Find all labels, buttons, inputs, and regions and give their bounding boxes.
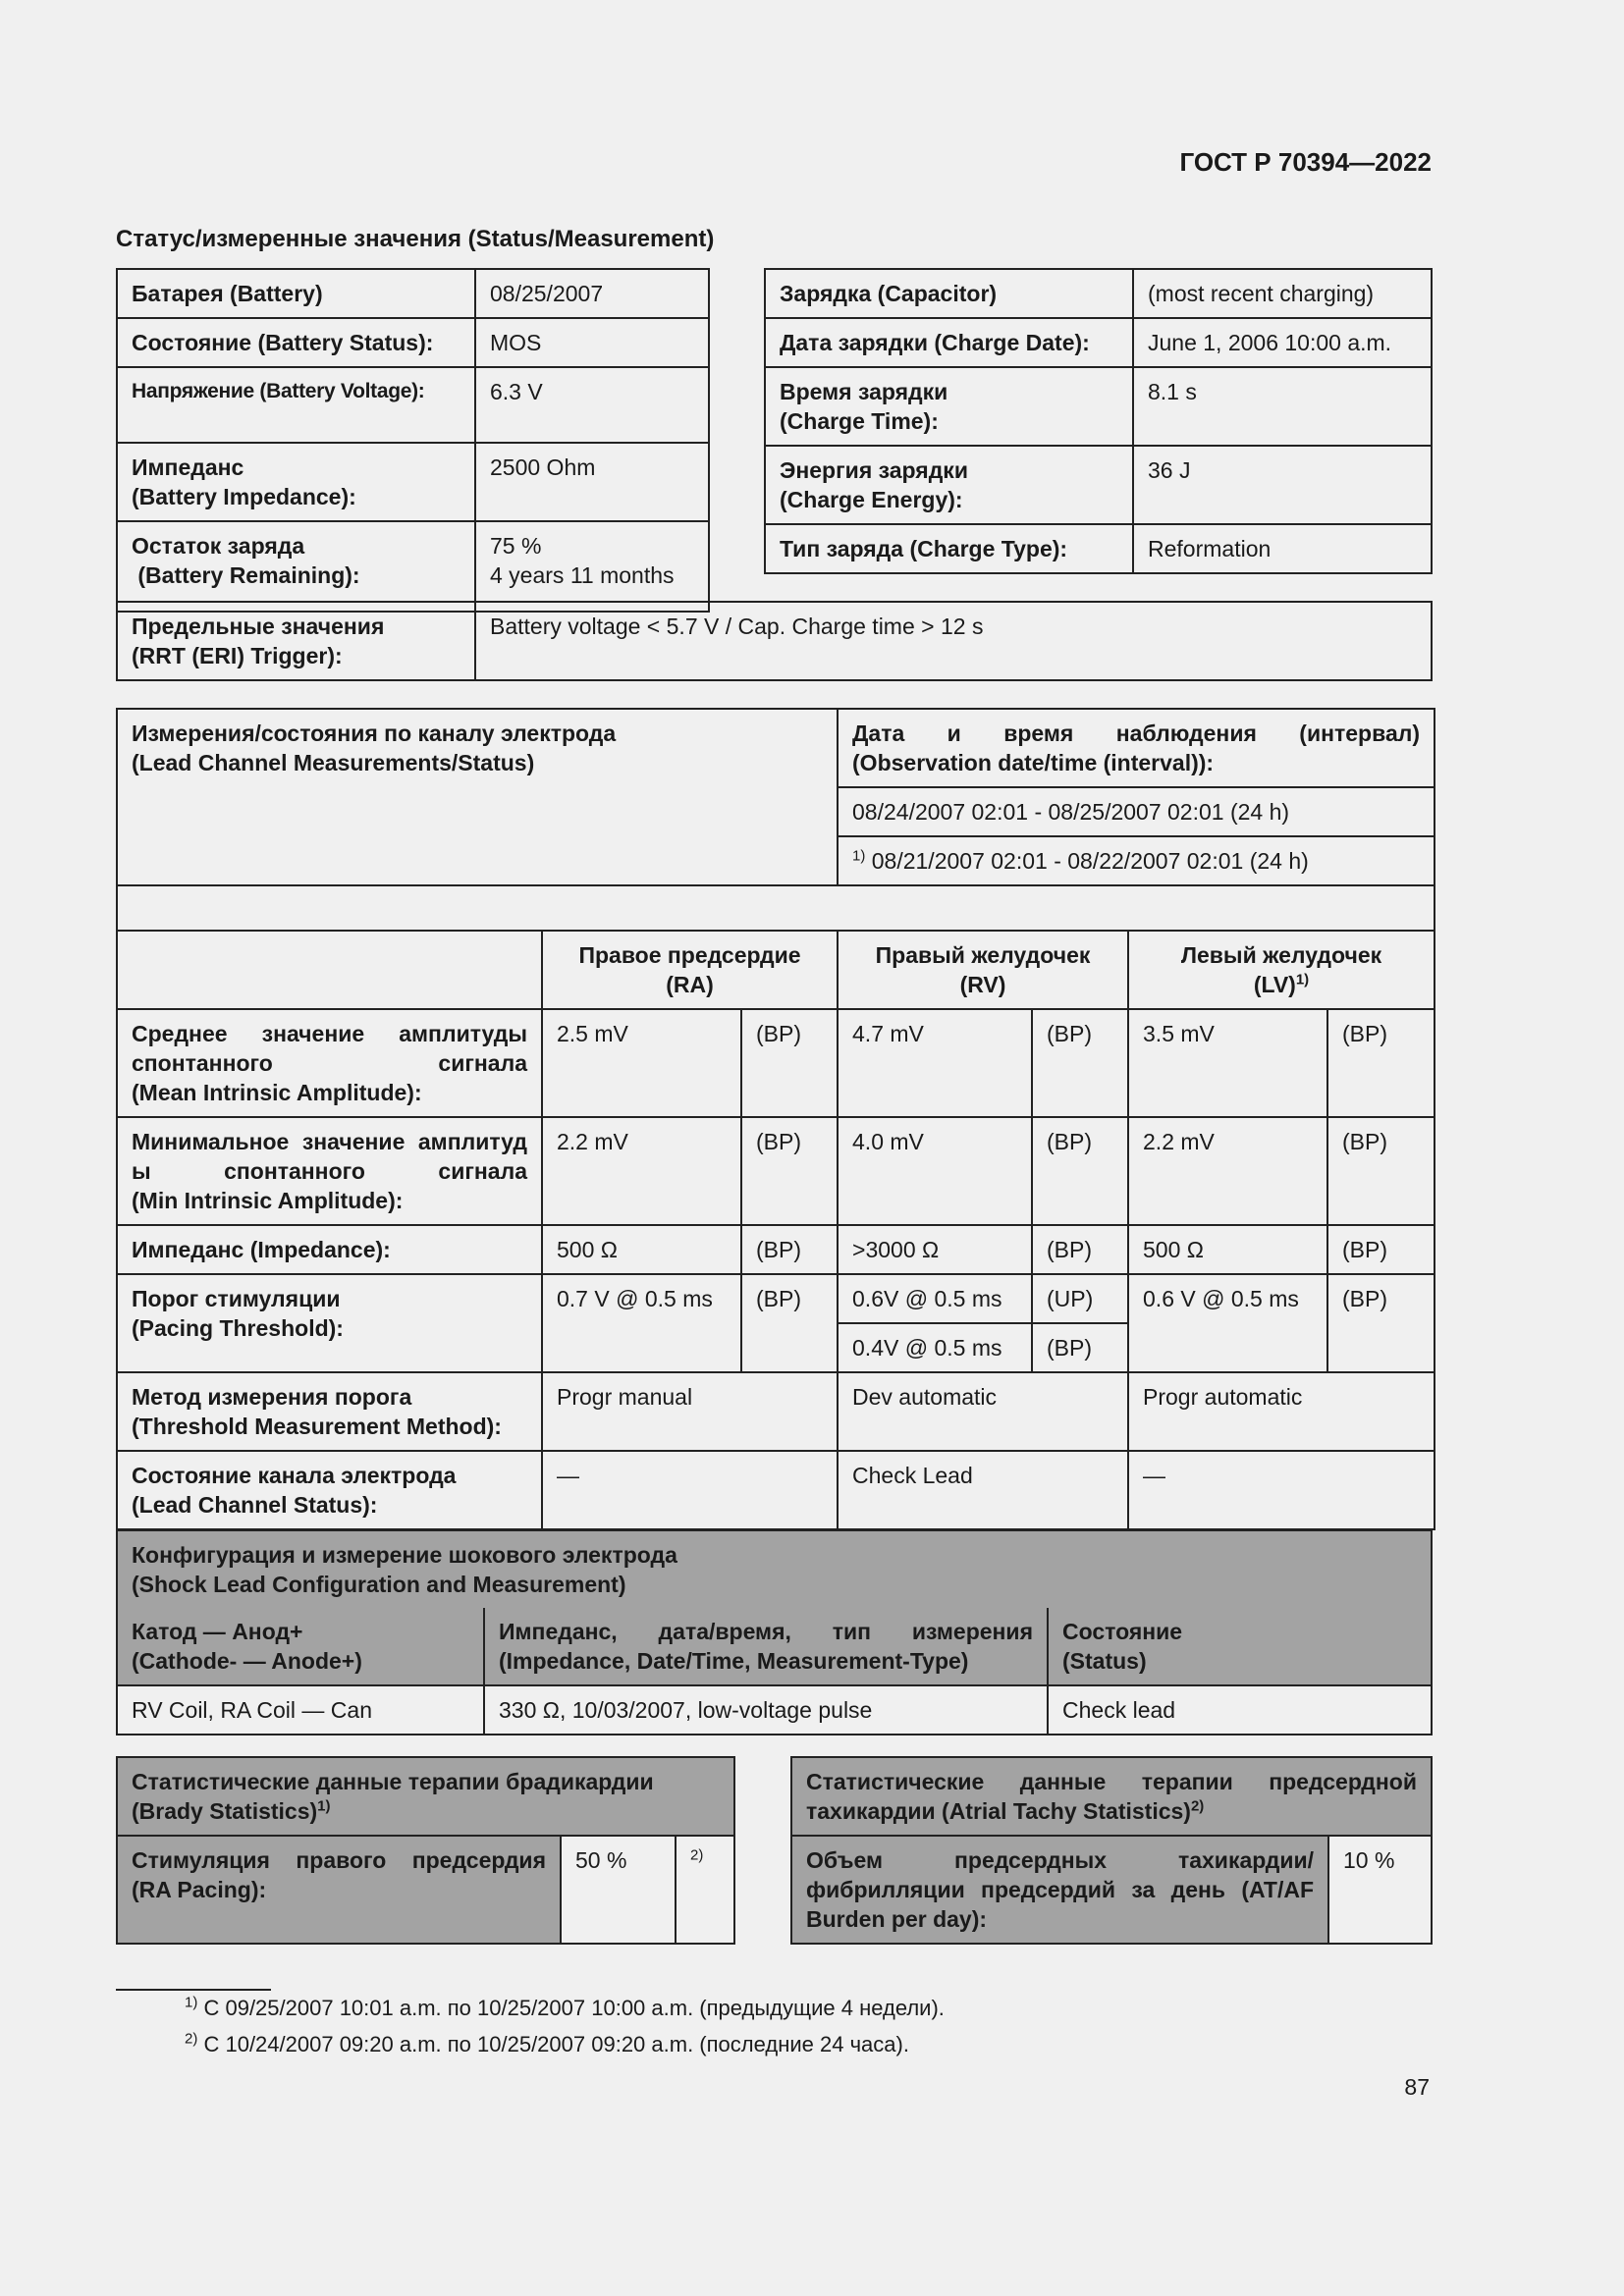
- method-rv: Dev automatic: [838, 1372, 1128, 1451]
- capacitor-value: (most recent charging): [1133, 269, 1432, 318]
- capacitor-table: [764, 268, 1433, 574]
- pace-lv-mode: (BP): [1327, 1274, 1435, 1372]
- observation-interval-1: 08/24/2007 02:01 - 08/25/2007 02:01 (24 h): [838, 787, 1435, 836]
- lead-title: Измерения/состояния по каналу электрода (Lead Channel Measurements/Status): [117, 709, 838, 885]
- mean-amplitude-label: [117, 1009, 542, 1117]
- imp-lv-value: 500 Ω: [1128, 1225, 1327, 1274]
- pace-ra-mode: (BP): [741, 1274, 838, 1372]
- mean-amplitude-label-en: (Mean Intrinsic Amplitude):: [132, 1080, 422, 1105]
- pace-rv-value-2: 0.4V @ 0.5 ms: [838, 1323, 1032, 1372]
- status-ra: —: [542, 1451, 838, 1529]
- observation-interval-2: $^{1)}$ 08/21/2007 02:01 - 08/22/2007 02:01 (24 h): [838, 836, 1435, 885]
- imp-ra-value: 500 Ω: [542, 1225, 741, 1274]
- at-af-burden-label: Объем предсердных тахикардии/фибрилляции предсердий за день (AT/AF Burden per day):: [791, 1836, 1328, 1944]
- imp-ra-mode: (BP): [741, 1225, 838, 1274]
- atrial-tachy-table: [790, 1756, 1433, 1945]
- charge-type-label: Тип заряда (Charge Type):: [765, 524, 1133, 573]
- method-lv: Progr automatic: [1128, 1372, 1435, 1451]
- spacer-row: [117, 885, 1435, 931]
- min-lv-mode: (BP): [1327, 1117, 1435, 1225]
- battery-impedance-label: Импеданс (Battery Impedance):: [117, 443, 475, 521]
- min-ra-value: 2.2 mV: [542, 1117, 741, 1225]
- footnote-divider: [116, 1989, 271, 1991]
- shock-row-status: Check lead: [1048, 1685, 1432, 1735]
- charge-date-value: June 1, 2006 10:00 a.m.: [1133, 318, 1432, 367]
- mean-lv-mode: (BP): [1327, 1009, 1435, 1117]
- col-header-rv: Правый желудочек (RV): [838, 931, 1128, 1009]
- shock-header-cathode-anode: Катод — Анод+ (Cathode- — Anode+): [117, 1608, 484, 1685]
- charge-energy-value: 36 J: [1133, 446, 1432, 524]
- battery-voltage-value: 6.3 V: [475, 367, 709, 443]
- footnote-1: $^{1)}$ С 09/25/2007 10:01 a.m. по 10/25/2007 10:00 a.m. (предыдущие 4 недели).: [185, 1994, 945, 2020]
- ra-pacing-label: Стимуляция правого предсердия (RA Pacing):: [117, 1836, 561, 1944]
- imp-rv-value: >3000 Ω: [838, 1225, 1032, 1274]
- brady-title: Статистические данные терапии брадикардии (Brady Statistics)$^{1)}$: [117, 1757, 734, 1836]
- trigger-table: [116, 601, 1433, 681]
- shock-row-impedance: 330 Ω, 10/03/2007, low-voltage pulse: [484, 1685, 1048, 1735]
- trigger-label: Предельные значения (RRT (ERI) Trigger):: [117, 602, 475, 680]
- ra-pacing-value: 50 %: [561, 1836, 676, 1944]
- charge-time-label: Время зарядки (Charge Time):: [765, 367, 1133, 446]
- threshold-method-label: Метод измерения порога (Threshold Measurement Method):: [117, 1372, 542, 1451]
- method-ra: Progr manual: [542, 1372, 838, 1451]
- mean-ra-value: 2.5 mV: [542, 1009, 741, 1117]
- trigger-value: Battery voltage < 5.7 V / Cap. Charge time > 12 s: [475, 602, 1432, 680]
- min-rv-mode: (BP): [1032, 1117, 1128, 1225]
- mean-rv-mode: (BP): [1032, 1009, 1128, 1117]
- min-amplitude-label: [117, 1117, 542, 1225]
- battery-voltage-label: Напряжение (Battery Voltage):: [117, 367, 475, 443]
- pace-ra-value: 0.7 V @ 0.5 ms: [542, 1274, 741, 1372]
- col-header-ra: Правое предсердие (RA): [542, 931, 838, 1009]
- impedance-label: Импеданс (Impedance):: [117, 1225, 542, 1274]
- pacing-threshold-label: Порог стимуляции (Pacing Threshold):: [117, 1274, 542, 1372]
- ra-pacing-note: 2): [676, 1836, 734, 1944]
- document-number: ГОСТ Р 70394—2022: [1179, 147, 1432, 177]
- battery-label: Батарея (Battery): [117, 269, 475, 318]
- mean-ra-mode: (BP): [741, 1009, 838, 1117]
- observation-title: Дата и время наблюдения (интервал) (Observation date/time (interval)):: [838, 709, 1435, 787]
- battery-remaining-label: Остаток заряда (Battery Remaining):: [117, 521, 475, 612]
- min-amplitude-label-ru: Минимальное значение амплитуды спонтанного сигнала: [132, 1129, 527, 1184]
- imp-rv-mode: (BP): [1032, 1225, 1128, 1274]
- atrial-title: Статистические данные терапии предсердной тахикардии (Atrial Tachy Statistics)$^{2)}$: [791, 1757, 1432, 1836]
- shock-row-cathode-anode: RV Coil, RA Coil — Can: [117, 1685, 484, 1735]
- pace-rv-value-1: 0.6V @ 0.5 ms: [838, 1274, 1032, 1323]
- mean-amplitude-label-ru: Среднее значение амплитуды спонтанного сигнала: [132, 1021, 527, 1076]
- battery-date: 08/25/2007: [475, 269, 709, 318]
- lead-status-label: Состояние канала электрода (Lead Channel Status):: [117, 1451, 542, 1529]
- battery-status-value: MOS: [475, 318, 709, 367]
- pace-rv-mode-2: (BP): [1032, 1323, 1128, 1372]
- min-ra-mode: (BP): [741, 1117, 838, 1225]
- charge-type-value: Reformation: [1133, 524, 1432, 573]
- mean-lv-value: 3.5 mV: [1128, 1009, 1327, 1117]
- imp-lv-mode: (BP): [1327, 1225, 1435, 1274]
- at-af-burden-value: 10 %: [1328, 1836, 1432, 1944]
- charge-energy-label: Энергия зарядки (Charge Energy):: [765, 446, 1133, 524]
- battery-status-label: Состояние (Battery Status):: [117, 318, 475, 367]
- pace-lv-value: 0.6 V @ 0.5 ms: [1128, 1274, 1327, 1372]
- empty-header-cell: [117, 931, 542, 1009]
- shock-lead-table: [116, 1529, 1433, 1735]
- battery-remaining-value: 75 % 4 years 11 months: [475, 521, 709, 612]
- status-lv: —: [1128, 1451, 1435, 1529]
- footnote-2: $^{2)}$ С 10/24/2007 09:20 a.m. по 10/25/2007 09:20 a.m. (последние 24 часа).: [185, 2030, 909, 2056]
- status-rv: Check Lead: [838, 1451, 1128, 1529]
- section-title: Статус/измеренные значения (Status/Measurement): [116, 226, 715, 252]
- col-header-lv: Левый желудочек (LV)$^{1)}$: [1128, 931, 1435, 1009]
- charge-time-value: 8.1 s: [1133, 367, 1432, 446]
- charge-date-label: Дата зарядки (Charge Date):: [765, 318, 1133, 367]
- battery-table: [116, 268, 710, 613]
- brady-stats-table: [116, 1756, 735, 1945]
- min-lv-value: 2.2 mV: [1128, 1117, 1327, 1225]
- capacitor-label: Зарядка (Capacitor): [765, 269, 1133, 318]
- pace-rv-mode-1: (UP): [1032, 1274, 1128, 1323]
- mean-rv-value: 4.7 mV: [838, 1009, 1032, 1117]
- lead-channel-table: [116, 708, 1435, 1530]
- min-amplitude-label-en: (Min Intrinsic Amplitude):: [132, 1188, 404, 1213]
- shock-title: Конфигурация и измерение шокового электрода (Shock Lead Configuration and Measurement): [117, 1530, 1432, 1608]
- min-rv-value: 4.0 mV: [838, 1117, 1032, 1225]
- shock-header-status: Состояние (Status): [1048, 1608, 1432, 1685]
- page-number: 87: [1404, 2074, 1430, 2100]
- shock-header-impedance: Импеданс, дата/время, тип измерения (Impedance, Date/Time, Measurement-Type): [484, 1608, 1048, 1685]
- battery-impedance-value: 2500 Ohm: [475, 443, 709, 521]
